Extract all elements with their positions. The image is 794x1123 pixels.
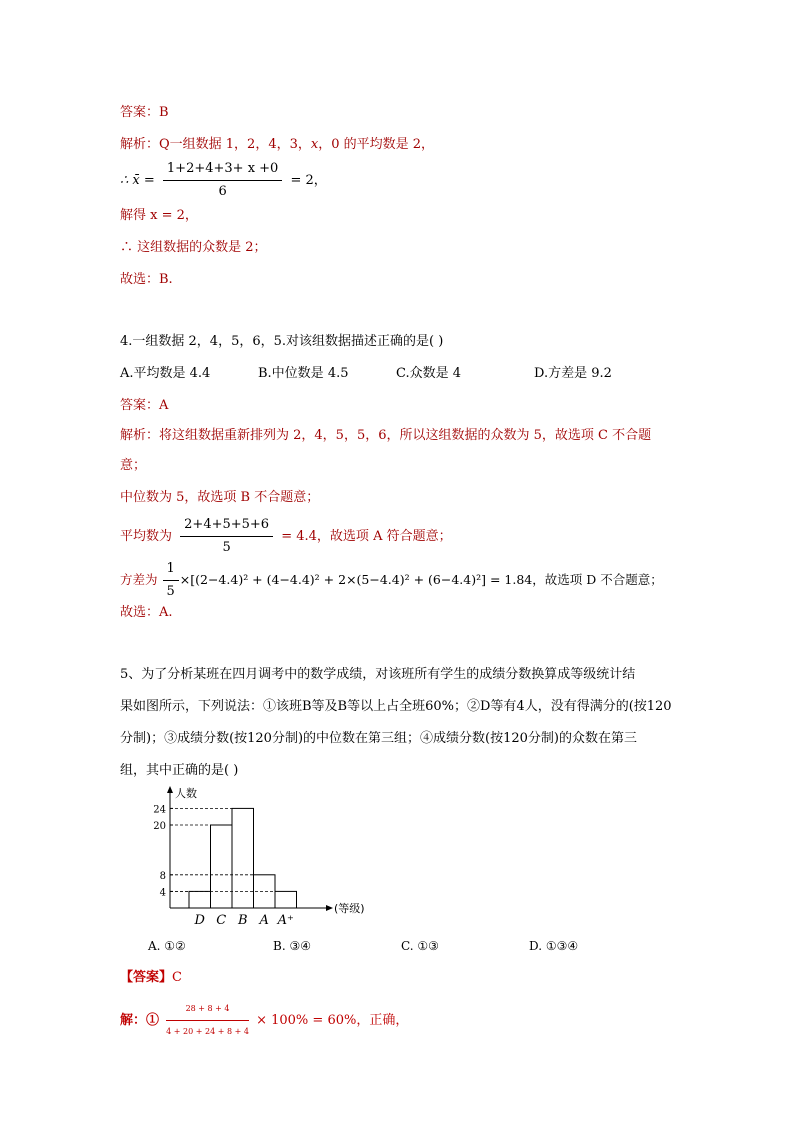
q5-answer: 【答案】C	[120, 970, 182, 985]
grade-histogram	[150, 785, 410, 930]
q3-mean-fraction: $\frac{1+2+4+3+ x +0}{6}$	[163, 160, 282, 201]
q5-solution: 解：① $\frac{28 + 8 + 4}{4 + 20 + 24 + 8 + 4}$ × 100% = 60%，正确，	[120, 1000, 408, 1041]
q4-option-d: D.方差是 9.2	[534, 366, 612, 381]
q3-mode: ∴ 这组数据的众数是 2；	[120, 240, 267, 255]
q4-analysis-1: 解析：将这组数据重新排列为 2，4，5，5，6，所以这组数据的众数为 5，故选项 C 不合题	[120, 428, 652, 443]
y-tick-label: 20	[153, 821, 166, 832]
q5-option-a: A. ①②	[148, 939, 186, 953]
q4-mean-fraction: $\frac{2+4+5+5+6}{5}$	[180, 516, 273, 557]
y-tick-label: 4	[159, 887, 166, 899]
x-tick-label: D	[194, 913, 205, 928]
q3-mean-formula: ∴ x̄ = $\frac{1+2+4+3+ x +0}{6}$ = 2，	[120, 161, 327, 199]
q5-question-2: 果如图所示，下列说法：①该班B等及B等以上占全班60%；②D等有4人，没有得满分的(按120	[120, 699, 672, 714]
x-tick-label: B	[237, 913, 248, 928]
x-tick-label: A⁺	[277, 913, 294, 928]
bar	[189, 891, 211, 908]
q4-options	[120, 365, 612, 383]
q5-options	[148, 937, 578, 955]
q4-option-a: A.平均数是 4.4	[120, 366, 211, 381]
x-axis-label: (等级)	[334, 902, 365, 915]
q5-option-b: B. ③④	[273, 939, 311, 953]
q5-option-d: D. ①③④	[529, 939, 579, 953]
x-tick-label: C	[216, 913, 227, 928]
q4-variance: 方差为 $\frac{1}{5}$ ×[(2−4.4)² + (4−4.4)² + 2×(5−4.4)² + (6−4.4)²] = 1.84，故选项 D 不合题意；	[120, 561, 663, 599]
q4-answer: 答案：A	[120, 398, 169, 413]
q4-mean: 平均数为 $\frac{2+4+5+5+6}{5}$ = 4.4，故选项 A 符合题意；	[120, 517, 452, 555]
q5-question-1: 5、为了分析某班在四月调考中的数学成绩，对该班所有学生的成绩分数换算成等级统计结	[120, 667, 636, 682]
y-tick-label: 8	[159, 870, 166, 882]
q4-question: 4.一组数据 2，4，5，6，5.对该组数据描述正确的是( )	[120, 334, 444, 349]
q5-solution-fraction: $\frac{28 + 8 + 4}{4 + 20 + 24 + 8 + 4}$	[166, 1000, 249, 1041]
q4-choose: 故选：A.	[120, 605, 173, 620]
bar	[211, 825, 233, 908]
q5-question-4: 组，其中正确的是( )	[120, 763, 239, 778]
y-axis-label: 人数	[175, 787, 197, 800]
bar	[275, 891, 297, 908]
q4-variance-fraction: $\frac{1}{5}$	[163, 560, 179, 601]
y-axis-arrow	[167, 786, 173, 793]
q4-median: 中位数为 5，故选项 B 不合题意；	[120, 490, 320, 505]
q5-question-3: 分制)；③成绩分数(按120分制)的中位数在第三组；④成绩分数(按120分制)的众数在第三	[120, 731, 637, 746]
q3-analysis: 解析：Q一组数据 1，2，4，3，x，0 的平均数是 2，	[120, 137, 435, 152]
q4-option-c: C.众数是 4	[396, 366, 462, 381]
x-axis-arrow	[326, 905, 333, 911]
q5-option-c: C. ①③	[401, 939, 439, 953]
q3-choose: 故选：B.	[120, 272, 173, 287]
x-tick-label: A	[259, 913, 269, 928]
q4-option-b: B.中位数是 4.5	[258, 366, 349, 381]
bar	[232, 808, 254, 908]
q3-solve: 解得 x = 2，	[120, 208, 198, 223]
q4-analysis-1b: 意；	[120, 458, 147, 473]
y-tick-label: 24	[153, 804, 166, 816]
q3-answer: 答案：B	[120, 105, 169, 120]
